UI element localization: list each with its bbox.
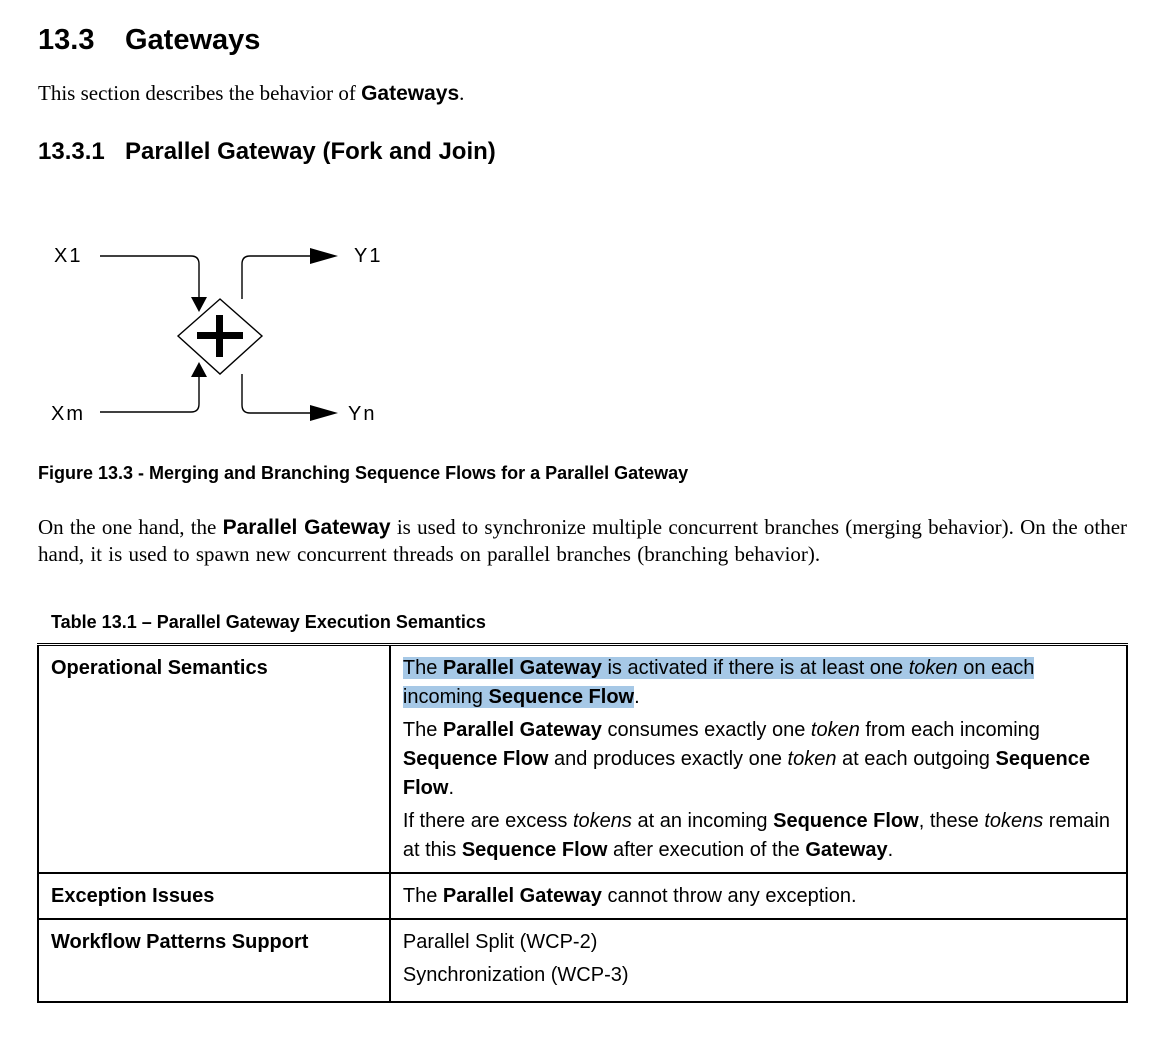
semantics-entry-excess-tokens: If there are excess tokens at an incoming Sequence Flow, these tokens remain at this Sequence Flow after execution of the Gateway. bbox=[402, 810, 1110, 861]
pattern-item: Parallel Split (WCP-2) bbox=[402, 931, 598, 953]
semantics-entry-activation: The Parallel Gateway is activated if there is at least one token on each incoming Sequence Flow. bbox=[402, 657, 1035, 708]
section-title: Gateways bbox=[125, 24, 261, 56]
row-label: Operational Semantics bbox=[38, 645, 390, 874]
section-number: 13.3 bbox=[38, 24, 95, 56]
table-row bbox=[38, 919, 1127, 1002]
semantics-entry-consumption: The Parallel Gateway consumes exactly one token from each incoming Sequence Flow and produces exactly one token at each outgoing Sequence Flow. bbox=[402, 719, 1090, 799]
row-content bbox=[390, 919, 1127, 1002]
subsection-title: Parallel Gateway (Fork and Join) bbox=[125, 138, 496, 165]
body-paragraph: On the one hand, the Parallel Gateway is used to synchronize multiple concurrent branches (merging behavior). On the other hand, it is used to spawn new concurrent threads on parallel branches (branching behavior). bbox=[38, 515, 1128, 566]
table-caption: Table 13.1 – Parallel Gateway Execution Semantics bbox=[51, 612, 486, 632]
flow-y1 bbox=[242, 256, 312, 299]
intro-term: Gateways bbox=[361, 82, 460, 105]
row-content bbox=[390, 873, 1127, 919]
subsection-heading bbox=[38, 138, 496, 166]
output-label-y1: Y1 bbox=[354, 245, 383, 267]
table-row bbox=[38, 873, 1127, 919]
exception-entry: The Parallel Gateway cannot throw any exception. bbox=[402, 885, 857, 907]
arrowhead-yn bbox=[310, 405, 338, 421]
row-label: Workflow Patterns Support bbox=[38, 919, 390, 1002]
input-label-x1: X1 bbox=[54, 245, 83, 267]
flow-x1 bbox=[100, 256, 199, 301]
arrowhead-x1 bbox=[191, 297, 207, 312]
subsection-number: 13.3.1 bbox=[38, 138, 105, 165]
output-label-yn: Yn bbox=[348, 403, 377, 425]
pattern-item: Synchronization (WCP-3) bbox=[402, 964, 629, 986]
intro-paragraph: This section describes the behavior of Gateways. bbox=[38, 81, 465, 105]
row-label: Exception Issues bbox=[38, 873, 390, 919]
flow-xm bbox=[100, 372, 199, 412]
semantics-table bbox=[37, 643, 1128, 1003]
flow-yn bbox=[242, 374, 312, 413]
row-content bbox=[390, 645, 1127, 874]
parallel-gateway-diagram bbox=[0, 225, 440, 445]
table-row bbox=[38, 645, 1127, 874]
section-heading bbox=[38, 24, 260, 57]
figure-caption: Figure 13.3 - Merging and Branching Sequence Flows for a Parallel Gateway bbox=[38, 463, 689, 483]
arrowhead-y1 bbox=[310, 248, 338, 264]
input-label-xm: Xm bbox=[51, 403, 85, 425]
paragraph-term: Parallel Gateway bbox=[222, 516, 391, 539]
arrowhead-xm bbox=[191, 362, 207, 377]
